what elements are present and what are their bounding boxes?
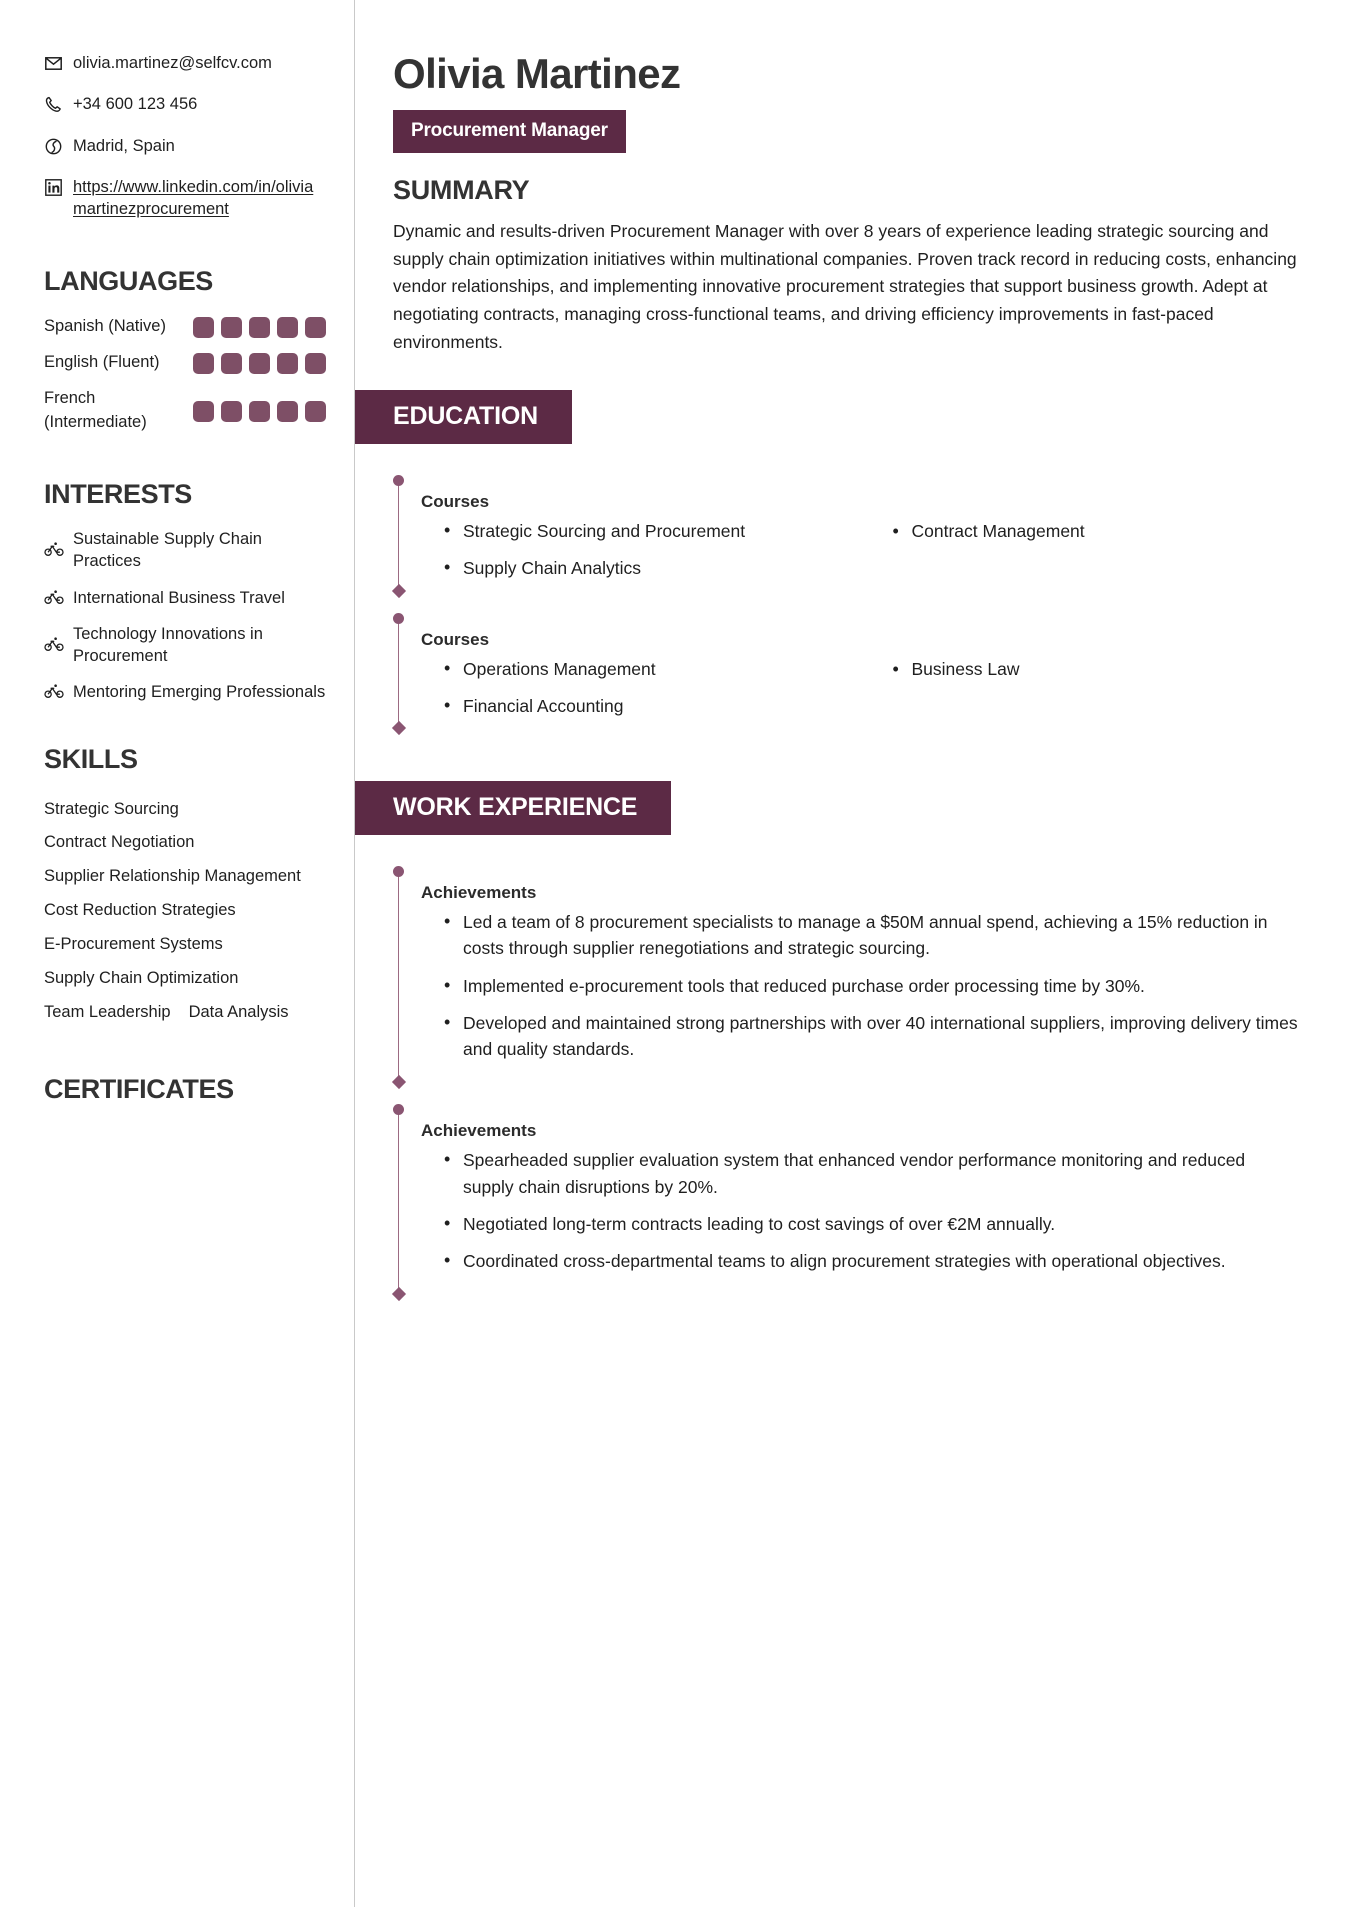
skill-item: E-Procurement Systems	[44, 935, 223, 954]
achievement-item: • Coordinated cross-departmental teams to align procurement strategies with operational objectives.	[439, 1248, 1300, 1274]
bicycle-icon	[44, 637, 64, 653]
role-badge: Procurement Manager	[393, 110, 626, 153]
skill-item: Team Leadership	[44, 1002, 171, 1021]
course-item: • Business Law	[888, 656, 1301, 682]
linkedin-icon	[44, 178, 63, 197]
timeline-dot	[393, 866, 404, 877]
contact-list	[44, 52, 326, 220]
languages-section	[44, 266, 326, 435]
certificates-section	[44, 1074, 326, 1105]
phone-icon	[44, 95, 63, 114]
timeline-dot	[393, 613, 404, 624]
contact-text: +34 600 123 456	[73, 95, 198, 114]
interest-label: International Business Travel	[73, 588, 285, 607]
entry-spacer	[393, 1299, 1300, 1313]
skill-item: Contract Negotiation	[44, 833, 195, 852]
contact-text[interactable]: https://www.linkedin.com/in/oliviamartinezprocurement	[73, 177, 314, 219]
level-dot	[221, 353, 242, 374]
course-item: • Contract Management	[888, 518, 1301, 544]
education-list	[393, 472, 1300, 747]
summary-heading: SUMMARY	[393, 175, 530, 205]
skill-item: Strategic Sourcing	[44, 799, 179, 818]
achievements-label: Achievements	[421, 883, 537, 903]
language-name: Spanish (Native)	[44, 317, 166, 336]
achievement-item: • Developed and maintained strong partnerships with over 40 international suppliers, improving delivery times and quality standards.	[439, 1010, 1300, 1063]
language-name: English (Fluent)	[44, 353, 160, 372]
interest-label: Mentoring Emerging Professionals	[73, 683, 326, 702]
level-dot	[277, 401, 298, 422]
work-entry	[393, 863, 1300, 1087]
education-banner: EDUCATION	[355, 390, 572, 444]
interest-row	[44, 681, 326, 703]
interests-section	[44, 479, 326, 704]
work-entry	[393, 1101, 1300, 1299]
interest-row	[44, 587, 326, 609]
work-list	[393, 863, 1300, 1313]
course-item: • Financial Accounting	[439, 693, 852, 719]
languages-heading: LANGUAGES	[44, 266, 213, 297]
achievement-item: • Spearheaded supplier evaluation system that enhanced vendor performance monitoring and reduced supply chain disruptions by 20%.	[439, 1147, 1300, 1200]
language-level-dots	[193, 317, 326, 338]
timeline-line	[398, 870, 399, 1079]
main-column	[355, 0, 1350, 1353]
courses-label: Courses	[421, 492, 490, 512]
timeline-line	[398, 617, 399, 726]
timeline-end-diamond	[391, 1287, 405, 1301]
achievements-list	[439, 1147, 1300, 1274]
timeline-line	[398, 479, 399, 588]
courses-label: Courses	[421, 629, 490, 649]
contact-row[interactable]	[44, 176, 326, 221]
page-title: Olivia Martinez	[393, 50, 681, 97]
skill-item: Data Analysis	[188, 1002, 289, 1021]
timeline-end-diamond	[391, 584, 405, 598]
language-level-dots	[193, 353, 326, 374]
globe-icon	[44, 137, 63, 156]
contact-row	[44, 52, 326, 74]
level-dot	[249, 353, 270, 374]
bicycle-icon	[44, 590, 64, 606]
achievement-item: • Implemented e-procurement tools that reduced purchase order processing time by 30%.	[439, 973, 1300, 999]
bicycle-icon	[44, 542, 64, 558]
language-name: French (Intermediate)	[44, 389, 147, 432]
skill-item: Supply Chain Optimization	[44, 968, 239, 987]
level-dot	[193, 317, 214, 338]
summary-text: Dynamic and results-driven Procurement Manager with over 8 years of experience leading strategic sourcing and supply chain optimization initiatives within multinational companies. Proven track record in reducing costs, enhancing vendor relationships, and implementing innovative procurement strategies that support business growth. Adept at negotiating contracts, managing cross-functional teams, and driving efficiency improvements in fast-paced environments.	[393, 221, 1297, 352]
contact-row	[44, 93, 326, 115]
level-dot	[221, 401, 242, 422]
timeline-dot	[393, 1104, 404, 1115]
level-dot	[277, 353, 298, 374]
interest-row	[44, 623, 326, 668]
certificates-heading: CERTIFICATES	[44, 1073, 234, 1104]
level-dot	[249, 401, 270, 422]
course-item: • Strategic Sourcing and Procurement	[439, 518, 852, 544]
achievements-label: Achievements	[421, 1121, 537, 1141]
timeline-line	[398, 1108, 399, 1291]
level-dot	[193, 353, 214, 374]
achievement-item: • Negotiated long-term contracts leading to cost savings of over €2M annually.	[439, 1211, 1300, 1237]
skills-heading: SKILLS	[44, 743, 138, 774]
level-dot	[221, 317, 242, 338]
entry-spacer	[393, 733, 1300, 747]
work-banner: WORK EXPERIENCE	[355, 781, 671, 835]
courses-list	[439, 656, 1300, 720]
work-banner-wrap	[355, 781, 1300, 835]
achievement-item: • Led a team of 8 procurement specialists to manage a $50M annual spend, achieving a 15% reduction in costs through supplier renegotiations and strategic sourcing.	[439, 909, 1300, 962]
level-dot	[305, 317, 326, 338]
education-entry	[393, 472, 1300, 596]
interest-label: Sustainable Supply Chain Practices	[73, 530, 262, 571]
level-dot	[305, 353, 326, 374]
timeline-end-diamond	[391, 1075, 405, 1089]
course-item: • Operations Management	[439, 656, 852, 682]
language-row	[44, 351, 326, 375]
interest-label: Technology Innovations in Procurement	[73, 624, 263, 666]
language-row	[44, 315, 326, 339]
course-item: • Supply Chain Analytics	[439, 555, 852, 581]
sidebar	[0, 0, 355, 1907]
contact-text: olivia.martinez@selfcv.com	[73, 54, 272, 72]
achievements-list	[439, 909, 1300, 1062]
level-dot	[193, 401, 214, 422]
skill-item: Cost Reduction Strategies	[44, 901, 236, 920]
courses-list	[439, 518, 1300, 582]
interest-row	[44, 528, 326, 573]
timeline-dot	[393, 475, 404, 486]
education-banner-wrap	[355, 390, 1300, 444]
envelope-icon	[44, 54, 63, 73]
contact-text: Madrid, Spain	[73, 136, 175, 155]
level-dot	[277, 317, 298, 338]
interests-heading: INTERESTS	[44, 479, 192, 510]
level-dot	[305, 401, 326, 422]
education-entry	[393, 610, 1300, 734]
language-level-dots	[193, 401, 326, 422]
skills-section	[44, 744, 326, 1030]
contact-row	[44, 135, 326, 157]
timeline-end-diamond	[391, 721, 405, 735]
bicycle-icon	[44, 684, 64, 700]
skill-item: Supplier Relationship Management	[44, 867, 301, 886]
level-dot	[249, 317, 270, 338]
entry-spacer	[393, 596, 1300, 610]
entry-spacer	[393, 1087, 1300, 1101]
language-row	[44, 387, 326, 435]
